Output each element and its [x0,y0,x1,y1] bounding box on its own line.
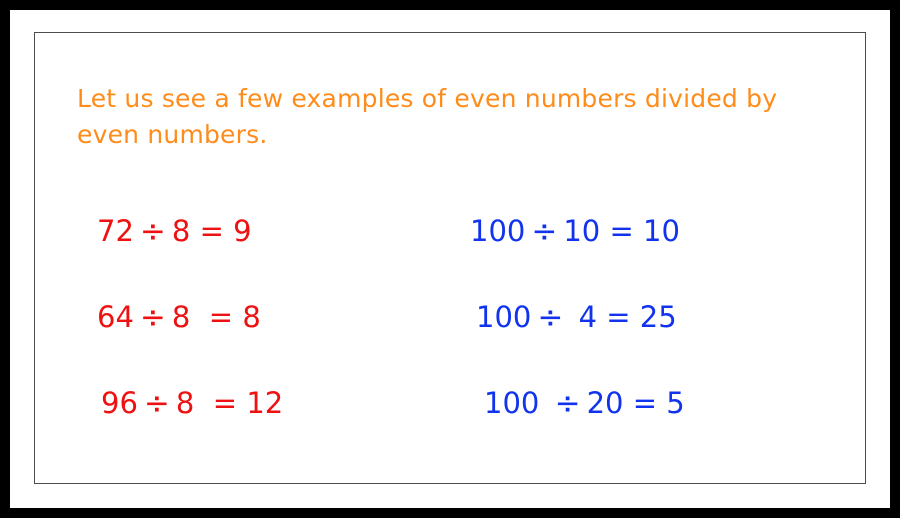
quotient: 12 [246,386,284,420]
equals-sign: = [609,214,634,248]
equation-row [97,188,390,274]
divisor: 10 [563,214,601,248]
equals-sign: = [212,386,238,420]
quotient: 10 [643,214,680,248]
dividend: 100 [476,300,532,334]
dividend: 64 [97,300,134,334]
equals-sign: = [632,386,657,420]
equation-row [470,188,867,274]
equals-sign: = [606,300,631,334]
divisor: 20 [586,386,624,420]
quotient: 5 [666,386,685,420]
dividend: 96 [101,386,138,420]
equation-row [470,274,867,360]
slide [10,10,890,508]
equation-row [97,274,390,360]
equations-area [35,188,867,446]
dividend: 72 [97,214,134,248]
quotient: 8 [242,300,261,334]
divisor: 8 [171,214,191,248]
divisor: 8 [171,300,191,334]
divisor: 8 [175,386,195,420]
divide-icon: ÷ [143,385,170,422]
divisor: 4 [578,300,598,334]
equation-row [470,360,867,446]
dividend: 100 [484,386,540,420]
equals-sign: = [199,214,224,248]
slide-inner-border [34,32,866,484]
equation-column-right [390,188,867,446]
quotient: 9 [233,214,252,248]
divide-icon: ÷ [139,213,166,250]
equation-column-left [35,188,390,446]
dividend: 100 [470,214,526,248]
divide-icon: ÷ [531,213,558,250]
page-title: Let us see a few examples of even numbers divided by even numbers. [77,84,778,150]
divide-icon: ÷ [554,385,581,422]
divide-icon: ÷ [537,299,564,336]
equation-row [97,360,390,446]
quotient: 25 [639,300,677,334]
divide-icon: ÷ [139,299,166,336]
equals-sign: = [208,300,234,334]
